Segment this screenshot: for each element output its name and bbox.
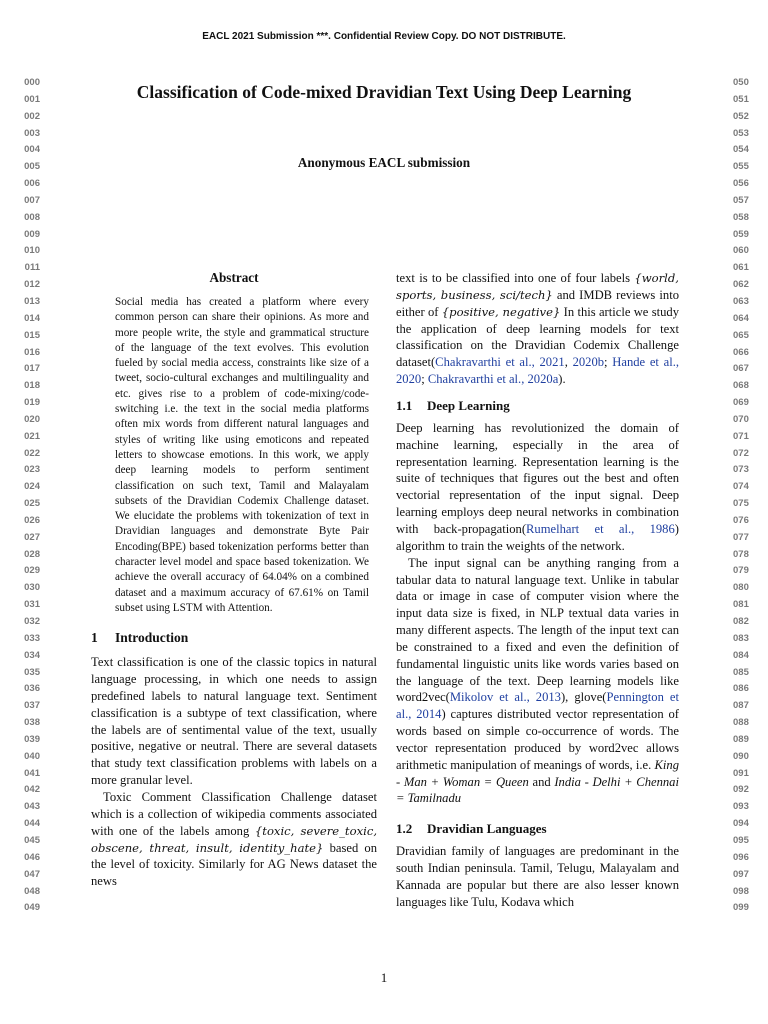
line-number: 068 [733,380,749,392]
line-number: 074 [733,481,749,493]
line-number: 042 [24,784,40,796]
page-number: 1 [380,970,388,985]
cont-text-end: ). [558,372,566,387]
subsection-title: Dravidian Languages [427,821,547,837]
line-number: 066 [733,346,749,358]
line-number: 070 [733,413,749,425]
line-number: 063 [733,295,749,307]
line-number: 015 [24,329,40,341]
line-number: 065 [733,329,749,341]
line-number: 043 [24,801,40,813]
line-number: 028 [24,548,40,560]
line-number: 051 [733,93,749,105]
line-number: 053 [733,127,749,139]
line-number: 021 [24,430,40,442]
dl-p2-text-c: ) captures distributed vector representation of words based on simple co-occurrence of words. The vector representation produced by word2vec allows arithmetic manipulation of meanings of words, i.e. [396,707,679,772]
line-number: 058 [733,211,749,223]
citation-link[interactable]: Mikolov et al., 2013 [449,690,561,705]
line-number: 096 [733,851,749,863]
line-number: 005 [24,161,40,173]
line-number: 061 [733,262,749,274]
line-number: 099 [733,902,749,914]
imdb-labels-math: {positive, negative} [441,304,561,319]
subsection-title: Deep Learning [427,397,510,413]
line-number: 004 [24,144,40,156]
citation-link[interactable]: Hande et al., 2020 [396,355,680,387]
line-number: 019 [24,397,40,409]
line-number: 079 [733,565,749,577]
line-number: 093 [733,801,749,813]
example-and: and [532,774,551,789]
line-number: 013 [24,295,40,307]
line-number: 092 [733,784,749,796]
line-number: 012 [24,279,40,291]
citation-link[interactable]: Chakravarthi et al., 2021 [435,355,565,370]
line-number: 071 [733,430,749,442]
line-number: 018 [24,380,40,392]
line-number: 091 [733,767,749,779]
line-number: 037 [24,700,40,712]
line-number: 059 [733,228,749,240]
line-number: 016 [24,346,40,358]
dl-p1-text-b: ) algorithm to train the weights of the network. [396,521,679,553]
line-number: 020 [24,413,40,425]
line-number: 027 [24,531,40,543]
line-number: 085 [733,666,749,678]
line-number: 002 [24,110,40,122]
intro-paragraph-2 [91,789,377,890]
left-column [91,270,377,890]
word-analogy-example-2: India - Delhi + Chennai = Tamilnadu [396,774,679,806]
line-number: 039 [24,733,40,745]
line-number: 075 [733,498,749,510]
line-number: 038 [24,717,40,729]
subsection-number: 1.2 [396,821,413,837]
dl-p2-text-b: ), glove( [560,690,607,705]
intro-title: Introduction [115,630,189,646]
line-number: 007 [24,194,40,206]
line-number: 067 [733,363,749,375]
line-number: 001 [24,93,40,105]
line-number: 031 [24,599,40,611]
line-number: 003 [24,127,40,139]
line-number: 064 [733,312,749,324]
line-number: 014 [24,312,40,324]
dravidian-paragraph-1: Dravidian family of languages are predominant in the south Indian peninsula. Tamil, Telugu, Malayalam and Kannada are popular but there are also lesser known languages like Tulu, Kodava which [396,844,679,909]
dl-p2-text-a: The input signal can be anything ranging from a tabular data to natural language text. Unlike in tabular data or image in case of computer vision where the input data size is fixed, in NLP textual data varies in many different aspects. The length of the input text can be constrained to a fixed and even the definition of fundamental linguistic units like words varies based on the language of the text. Deep learning models like word2vec( [396,555,679,705]
deep-learning-paragraph-1 [396,420,679,555]
deep-learning-paragraph-2 [396,555,679,808]
line-number: 098 [733,885,749,897]
line-number: 057 [733,194,749,206]
line-number: 089 [733,733,749,745]
line-number: 052 [733,110,749,122]
line-number: 056 [733,178,749,190]
dl-p1-text-a: Deep learning has revolutionized the domain of machine learning, especially in the area of representation learning. Representation learning is the suite of techniques that figures out the best and often vectorial representation of the input signal. Deep learning employs deep neural networks in combination with back-propagation( [396,420,679,536]
citation-link[interactable]: Rumelhart et al., 1986 [526,521,675,536]
line-number: 046 [24,851,40,863]
line-number: 011 [24,262,40,274]
line-number: 062 [733,279,749,291]
line-number: 087 [733,700,749,712]
line-number: 054 [733,144,749,156]
line-number: 078 [733,548,749,560]
line-number: 069 [733,397,749,409]
line-number: 048 [24,885,40,897]
intro-number: 1 [91,630,98,646]
line-number: 024 [24,481,40,493]
cont-text-c: In this article we study the application of deep learning models for text classification on the Dravidian Codemix Challenge dataset( [396,304,679,370]
subsection-deep-learning-heading [396,398,679,414]
line-number: 036 [24,683,40,695]
line-number: 026 [24,514,40,526]
line-number: 076 [733,514,749,526]
line-numbers-left [4,75,40,917]
agnews-labels-math: {world, sports, business, sci/tech} [396,271,679,302]
line-number: 034 [24,649,40,661]
line-number: 023 [24,464,40,476]
line-number: 041 [24,767,40,779]
review-header: EACL 2021 Submission ***. Confidential Review Copy. DO NOT DISTRIBUTE. [202,31,566,42]
line-number: 086 [733,683,749,695]
line-number: 006 [24,178,40,190]
line-number: 017 [24,363,40,375]
paper-title: Classification of Code-mixed Dravidian Text Using Deep Learning [136,82,632,102]
line-number: 047 [24,868,40,880]
line-number: 077 [733,531,749,543]
line-number: 082 [733,616,749,627]
cont-text-a: text is to be classified into one of four labels [396,271,631,285]
line-number: 032 [24,616,40,627]
line-number: 025 [24,498,40,510]
line-number: 044 [24,818,40,830]
line-number: 084 [733,649,749,661]
line-number: 081 [733,599,749,611]
line-number: 055 [733,161,749,173]
line-number: 035 [24,666,40,678]
intro-heading [91,630,377,646]
subsection-dravidian-heading [396,821,679,837]
line-number: 049 [24,902,40,914]
line-number: 097 [733,868,749,880]
line-number: 030 [24,582,40,594]
line-number: 050 [733,77,749,88]
author-line: Anonymous EACL submission [297,155,471,170]
line-number: 088 [733,717,749,729]
abstract-text: Social media has created a platform where every common person can share their opinions. As more and more people write, the style and grammatical structure of the language of the text evolves. This evolution fueled by social media access, constraints like size of a tweet, socio-cultural exchanges and multilinguality and etc. gives rise to a problem of code-mixing/code-switching i.e. the text in the social media platforms often mix words from different natural languages and styles of writing like using emoticons and repeated letters to showcase emotions. In this work, we apply deep learning models to perform sentiment classification on such text, Tamil and Malayalam subsets of the Dravidian Codemix Challenge dataset. We elucidate the problems with tokenization of text in Dravidian languages and demonstrate Byte Pair Encoding(BPE) based tokenization performs better than character level model and space based tokenization. We achieve the overall accuracy of 64.04% on a combined dataset and a maximum accuracy of 67.61% on Tamil subset using LSTM with Attention. [115,296,369,614]
line-numbers-right [733,75,768,917]
line-number: 000 [24,77,40,88]
line-number: 040 [24,750,40,762]
citation-link[interactable]: Chakravarthi et al., 2020a [427,372,559,387]
line-number: 008 [24,211,40,223]
right-column [396,270,679,911]
line-number: 090 [733,750,749,762]
citation-link[interactable]: Pennington et al., 2014 [396,690,679,722]
line-number: 045 [24,834,40,846]
intro-p2-text-b: based on the level of toxicity. Similarly for AG News dataset the news [91,840,378,889]
line-number: 080 [733,582,749,594]
line-number: 009 [24,228,40,240]
line-number: 083 [733,632,749,644]
intro-continuation: text is to be classified into one of four labels {world, sports, business, sci/tech} and IMDB reviews into either of {positive, negative} In this article we study the application of deep learning models for text classification on the Dravidian Codemix Challenge dataset(Chakravarthi et al., 2021, 2020b; Hande et al., 2020; Chakravarthi et al., 2020a). [396,271,680,387]
toxic-labels-math: {toxic, severe_toxic, obscene, threat, insult, identity_hate} [91,823,377,855]
line-number: 072 [733,447,749,459]
abstract-heading: Abstract [209,270,259,285]
line-number: 094 [733,818,749,830]
word-analogy-example-1: King - Man + Woman = Queen [396,757,679,789]
intro-paragraph-1: Text classification is one of the classic topics in natural language processing, in which one needs to assign predefined labels to natural language text. Sentiment classification is a subtype of text classification, where the labels are of sentimental value of the text, usually positive, negative or neutral. There are several datasets that study text classification problems with labels on a more granular level. [91,655,377,788]
line-number: 022 [24,447,40,459]
citation-link[interactable]: 2020b [572,355,605,370]
line-number: 033 [24,632,40,644]
line-number: 010 [24,245,40,257]
intro-p2-text-a: Toxic Comment Classification Challenge dataset which is a collection of wikipedia comments associated with one of the labels among [91,789,377,838]
line-number: 029 [24,565,40,577]
subsection-number: 1.1 [396,397,413,413]
line-number: 073 [733,464,749,476]
cont-text-b: and IMDB reviews into either of [396,287,679,319]
line-number: 095 [733,834,749,846]
line-number: 060 [733,245,749,257]
